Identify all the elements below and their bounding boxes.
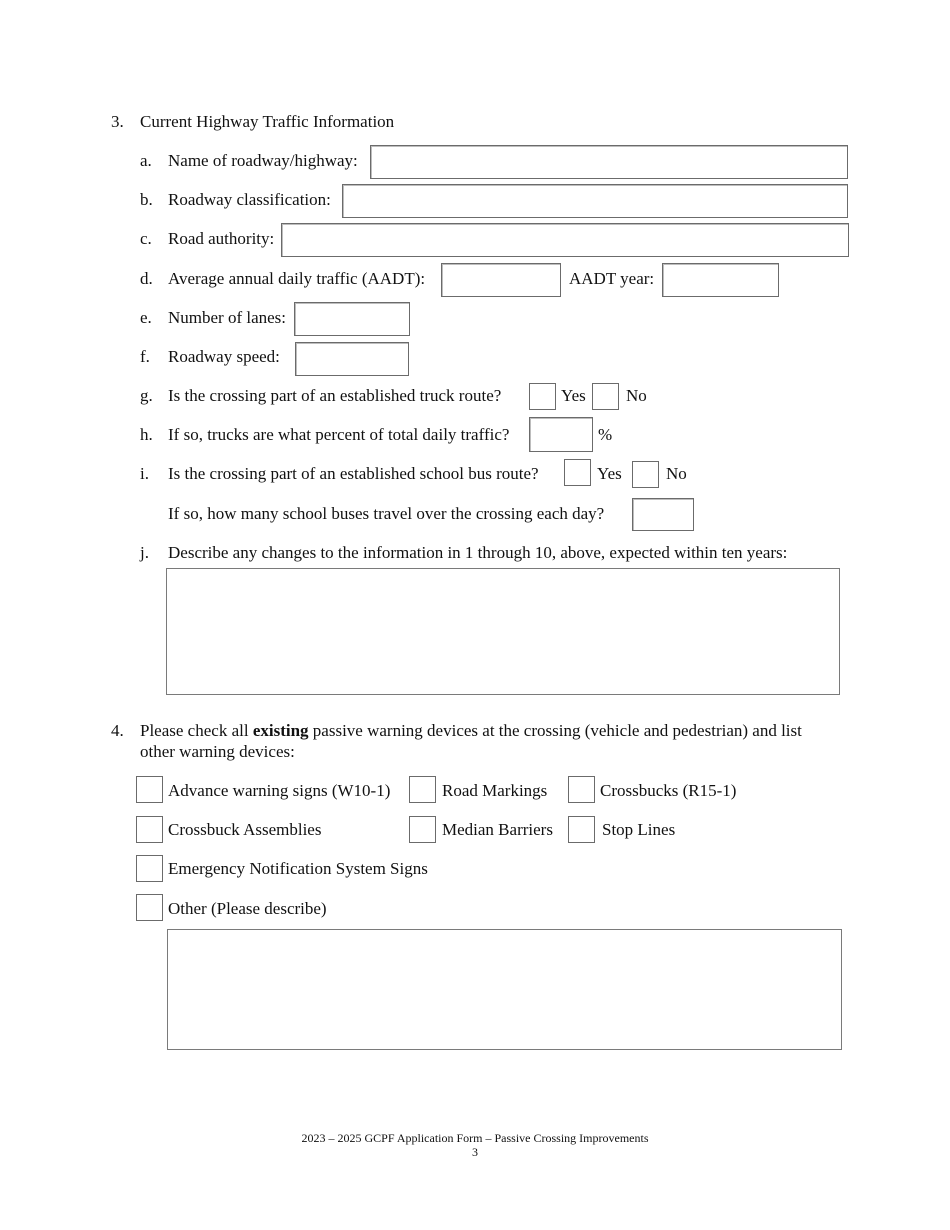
- roadway-speed-input[interactable]: [295, 342, 409, 376]
- crossbuck-assemblies-checkbox[interactable]: [136, 816, 163, 843]
- section-3-title: Current Highway Traffic Information: [140, 112, 395, 131]
- truck-percent-input[interactable]: [529, 417, 593, 452]
- section-4-instruction-line2: other warning devices:: [140, 742, 295, 761]
- changes-label: Describe any changes to the information in 1 through 10, above, expected within ten years:: [168, 543, 788, 562]
- truck-percent-label: If so, trucks are what percent of total daily traffic?: [168, 425, 510, 444]
- section-3-number: 3.: [111, 112, 124, 131]
- other-device-checkbox[interactable]: [136, 894, 163, 921]
- truck-route-yes-checkbox[interactable]: [529, 383, 556, 410]
- truck-route-no-checkbox[interactable]: [592, 383, 619, 410]
- roadway-classification-input[interactable]: [342, 184, 848, 218]
- aadt-input[interactable]: [441, 263, 561, 297]
- aadt-year-label: AADT year:: [569, 269, 655, 288]
- truck-route-label: Is the crossing part of an established truck route?: [168, 386, 502, 405]
- advance-warning-checkbox[interactable]: [136, 776, 163, 803]
- other-device-label: Other (Please describe): [168, 899, 327, 918]
- school-bus-count-label: If so, how many school buses travel over the crossing each day?: [168, 504, 605, 523]
- crossbucks-label: Crossbucks (R15-1): [600, 781, 737, 800]
- truck-route-no-label: No: [626, 386, 647, 405]
- truck-route-yes-label: Yes: [561, 386, 586, 405]
- road-markings-label: Road Markings: [442, 781, 548, 800]
- item-d-letter: d.: [140, 269, 153, 288]
- aadt-label: Average annual daily traffic (AADT):: [168, 269, 426, 288]
- item-i-letter: i.: [140, 464, 149, 483]
- school-bus-no-checkbox[interactable]: [632, 461, 659, 488]
- item-e-letter: e.: [140, 308, 152, 327]
- road-authority-label: Road authority:: [168, 229, 275, 248]
- school-bus-no-label: No: [666, 464, 687, 483]
- stop-lines-checkbox[interactable]: [568, 816, 595, 843]
- road-authority-input[interactable]: [281, 223, 849, 257]
- stop-lines-label: Stop Lines: [602, 820, 676, 839]
- school-bus-route-label: Is the crossing part of an established school bus route?: [168, 464, 539, 483]
- ens-signs-checkbox[interactable]: [136, 855, 163, 882]
- section-4-instruction: Please check all existing passive warning devices at the crossing (vehicle and pedestrian) and list: [140, 721, 802, 740]
- lanes-label: Number of lanes:: [168, 308, 287, 327]
- roadway-name-input[interactable]: [370, 145, 848, 179]
- footer-title: 2023 – 2025 GCPF Application Form – Passive Crossing Improvements: [301, 1131, 649, 1145]
- item-g-letter: g.: [140, 386, 153, 405]
- road-markings-checkbox[interactable]: [409, 776, 436, 803]
- advance-warning-label: Advance warning signs (W10-1): [168, 781, 391, 800]
- section-4-number: 4.: [111, 721, 124, 740]
- item-j-letter: j.: [140, 543, 149, 562]
- lanes-input[interactable]: [294, 302, 410, 336]
- school-bus-yes-checkbox[interactable]: [564, 459, 591, 486]
- percent-unit: %: [598, 425, 613, 444]
- item-h-letter: h.: [140, 425, 153, 444]
- item-c-letter: c.: [140, 229, 152, 248]
- item-a-letter: a.: [140, 151, 152, 170]
- crossbuck-assemblies-label: Crossbuck Assemblies: [168, 820, 322, 839]
- item-f-letter: f.: [140, 347, 150, 366]
- roadway-name-label: Name of roadway/highway:: [168, 151, 358, 170]
- roadway-classification-label: Roadway classification:: [168, 190, 331, 209]
- ens-signs-label: Emergency Notification System Signs: [168, 859, 428, 878]
- crossbucks-checkbox[interactable]: [568, 776, 595, 803]
- school-bus-yes-label: Yes: [597, 464, 622, 483]
- roadway-speed-label: Roadway speed:: [168, 347, 280, 366]
- changes-textarea[interactable]: [166, 568, 840, 695]
- item-b-letter: b.: [140, 190, 153, 209]
- median-barriers-label: Median Barriers: [442, 820, 553, 839]
- median-barriers-checkbox[interactable]: [409, 816, 436, 843]
- existing-emphasis: existing: [252, 721, 309, 740]
- page-number: 3: [472, 1145, 478, 1159]
- school-bus-count-input[interactable]: [632, 498, 694, 531]
- aadt-year-input[interactable]: [662, 263, 779, 297]
- other-device-textarea[interactable]: [167, 929, 842, 1050]
